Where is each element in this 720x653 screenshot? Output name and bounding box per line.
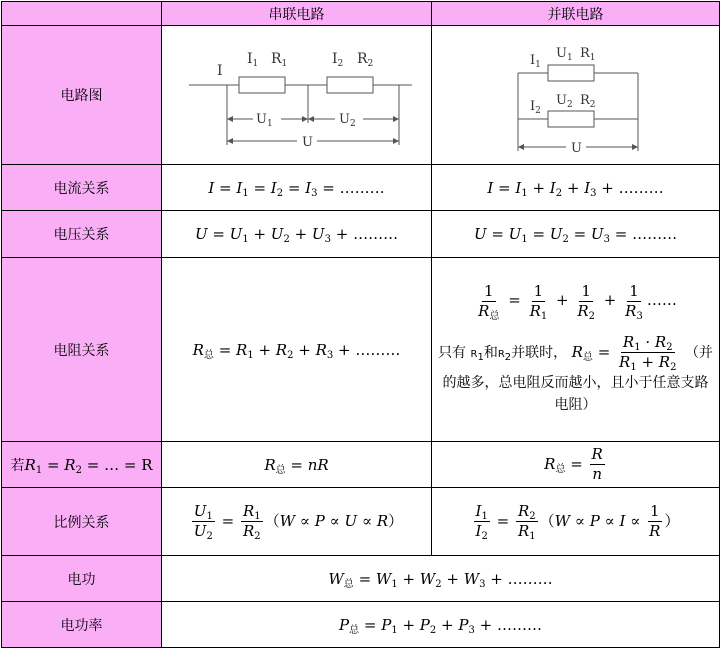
series-diagram-cell [162, 26, 432, 165]
series-equal-formula: $R_总$ = nR [162, 442, 432, 488]
header-row [2, 2, 720, 26]
label-voltage: 电压关系 [2, 211, 162, 258]
series-voltage-formula: $U = U_1 + U_2 + U_3$ + ……… [162, 211, 432, 258]
label-current: 电流关系 [2, 165, 162, 211]
label-I1: $I_1$ [246, 51, 258, 69]
row-current [2, 165, 720, 211]
label-R1: $R_1$ [270, 51, 287, 69]
series-current-formula: $I = I_1 = I_2 = I_3$ = ……… [162, 165, 432, 211]
label-R2: $R_2$ [356, 51, 373, 69]
circuit-comparison-table [1, 1, 720, 648]
label-work: 电功 [2, 556, 162, 602]
label-U1: $U_1$ [555, 46, 573, 63]
parallel-circuit-diagram [476, 31, 676, 155]
row-work [2, 556, 720, 602]
parallel-ratio-formula: $\frac{I_1}{I_2}$ = $\frac{R_2}{R_1}$ （W ∝ P ∝ I ∝ $\frac{1}{R}$ ） [432, 488, 720, 556]
parallel-diagram-cell [432, 26, 720, 165]
label-diagram: 电路图 [2, 26, 162, 165]
row-resistance [2, 258, 720, 442]
work-formula: $W_总 = W_1 + W_2 + W_3$ + ……… [162, 556, 720, 602]
label-R2: $R_2$ [579, 93, 596, 110]
parallel-current-formula: $I = I_1 + I_2 + I_3$ + ……… [432, 165, 720, 211]
row-equal-resistors [2, 442, 720, 488]
label-I2: $I_2$ [529, 99, 541, 116]
label-ratio: 比例关系 [2, 488, 162, 556]
parallel-resistance-note: 只有 $R_1$和$R_2$并联时， $R_总$ = $\frac{R_1 \cdot R_2}{R_1 + R_2}$ （并 的越多，总电阻反而越小，且小于任意支路电阻） [438, 333, 713, 413]
power-formula: $P_总 = P_1 + P_2 + P_3$ + ……… [162, 602, 720, 648]
label-I: I [216, 63, 223, 79]
parallel-resistance-formula: $\frac{1}{R_总}$ = $\frac{1}{R_1}$ + $\frac{1}{R_2}$ + $\frac{1}{R_3}$ …… [478, 281, 677, 322]
series-resistance-formula: $R_总 = R_1 + R_2 + R_3$ + ……… [162, 258, 432, 442]
row-power [2, 602, 720, 648]
label-U2: $U_2$ [338, 112, 356, 129]
series-circuit-diagram [167, 33, 427, 153]
label-resistance: 电阻关系 [2, 258, 162, 442]
row-voltage [2, 211, 720, 258]
label-U: U [301, 135, 313, 150]
label-I2: $I_2$ [331, 51, 343, 69]
label-U1: $U_1$ [255, 112, 273, 129]
label-U: U [570, 141, 582, 155]
parallel-equal-formula: $R_总$ = $\frac{R}{n}$ [432, 442, 720, 488]
header-parallel: 并联电路 [432, 2, 720, 26]
label-power: 电功率 [2, 602, 162, 648]
header-series: 串联电路 [162, 2, 432, 26]
corner-cell [2, 2, 162, 26]
series-ratio-formula: $\frac{U_1}{U_2}$ = $\frac{R_1}{R_2}$ （W ∝ P ∝ U ∝ R） [162, 488, 432, 556]
label-U2: $U_2$ [555, 93, 573, 110]
row-diagram [2, 26, 720, 165]
parallel-resistance-cell [432, 258, 720, 442]
row-ratio [2, 488, 720, 556]
label-equal-resistors: 若$R_1 = R_2$ = … = R [2, 442, 162, 488]
label-R1: $R_1$ [579, 46, 596, 63]
label-I1: $I_1$ [529, 53, 541, 70]
parallel-voltage-formula: $U = U_1 = U_2 = U_3$ = ……… [432, 211, 720, 258]
